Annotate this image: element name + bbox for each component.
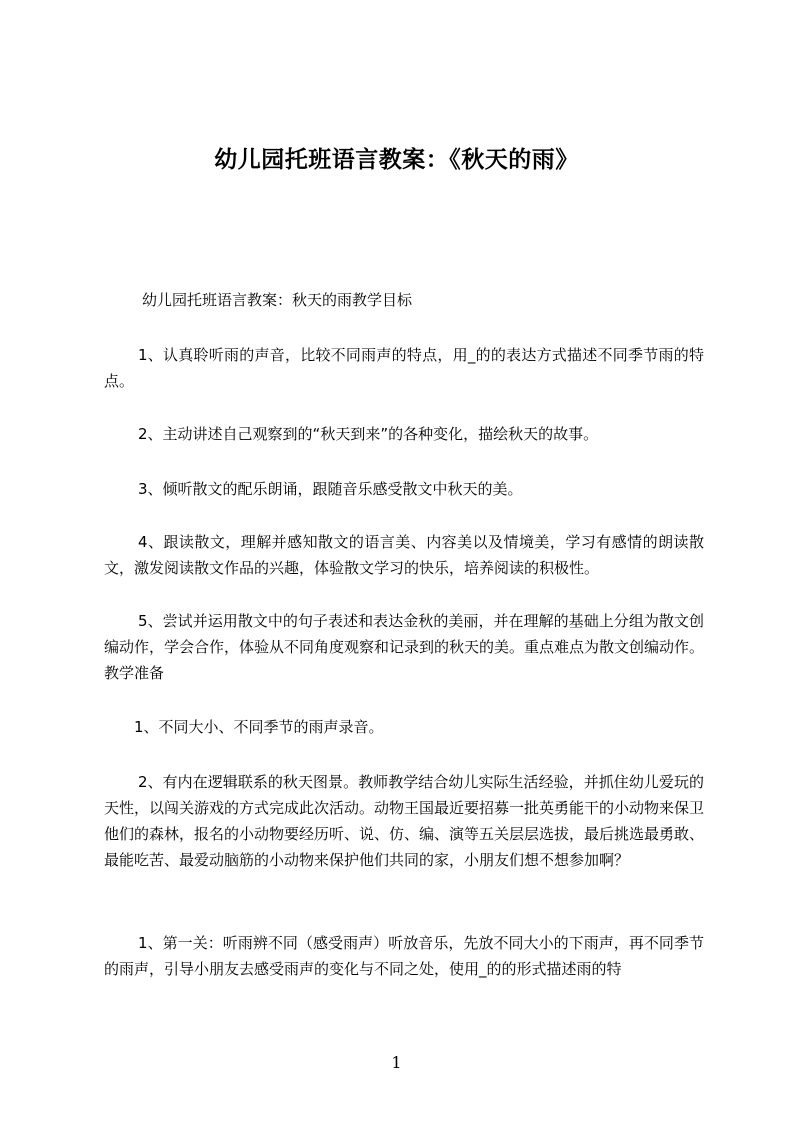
paragraph-objectives-heading: 幼儿园托班语言教案：秋天的雨教学目标 [142, 291, 413, 309]
document-title: 幼儿园托班语言教案：《秋天的雨》 [214, 147, 579, 173]
paragraph-goal-5: 5、尝试并运用散文中的句子表述和表达金秋的美丽，并在理解的基础上分组为散文创编动作，学会合作，体验从不同角度观察和记录到的秋天的美。重点难点为散文创编动作。教学准备 [104, 612, 705, 682]
paragraph-prep-2: 2、有内在逻辑联系的秋天图景。教师教学结合幼儿实际生活经验，并抓住幼儿爱玩的天性，以闯关游戏的方式完成此次活动。动物王国最近要招募一批英勇能干的小动物来保卫他们的森林，报名的小动物要经历听、说、仿、编、演等五关层层选拔，最后挑选最勇敢、最能吃苦、最爱动脑筋的小动物来保护他们共同的家，小朋友们想不想参加啊？ [104, 773, 705, 869]
page-number: 1 [391, 1053, 402, 1072]
paragraph-level-1: 1、第一关：听雨辨不同（感受雨声）听放音乐，先放不同大小的下雨声，再不同季节的雨声，引导小朋友去感受雨声的变化与不同之处，使用_的的形式描述雨的特 [104, 934, 704, 978]
paragraph-goal-4: 4、跟读散文，理解并感知散文的语言美、内容美以及情境美，学习有感情的朗读散文，激发阅读散文作品的兴趣，体验散文学习的快乐，培养阅读的积极性。 [104, 533, 704, 577]
paragraph-goal-2: 2、主动讲述自己观察到的“秋天到来”的各种变化，描绘秋天的故事。 [138, 425, 599, 443]
paragraph-goal-1: 1、认真聆听雨的声音，比较不同雨声的特点，用_的的表达方式描述不同季节雨的特点。 [104, 346, 704, 390]
paragraph-prep-1: 1、不同大小、不同季节的雨声录音。 [134, 718, 384, 736]
paragraph-goal-3: 3、倾听散文的配乐朗诵，跟随音乐感受散文中秋天的美。 [138, 480, 523, 498]
